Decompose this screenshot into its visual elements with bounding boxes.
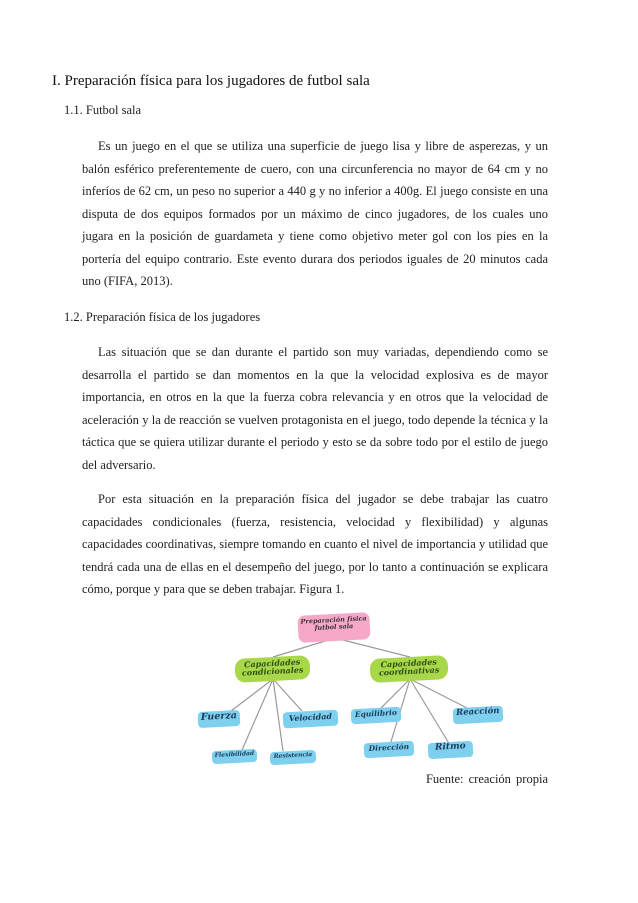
root-node: Preparación física futbol sala — [297, 612, 370, 643]
leaf-equilibrio: Equilibrio — [351, 707, 402, 725]
branch-capacidades-condicionales: Capacidades condicionales — [234, 655, 310, 683]
page-heading: I. Preparación física para los jugadores de futbol sala — [52, 73, 370, 89]
leaf-flexibilidad: Flexibilidad — [212, 749, 258, 764]
leaf-reaccion: Reacción — [453, 706, 504, 725]
figure-source: Fuente: creación propia — [425, 772, 548, 786]
branch-capacidades-coordinativas: Capacidades coordinativas — [369, 655, 448, 683]
paragraph-preparacion-1: Las situación que se dan durante el partido son muy variadas, dependiendo como se desarrolla el partido se dan momentos en la que la velocidad explosiva es de mayor importancia, en otros en la que la fuerza cobra relevancia y en otros que la velocidad de aceleración y la de reacción se vuelven protagonista en el juego, todo depende la técnica y la táctica que se quiera utilizar durante el periodo y esto se da sobre todo por el estilo de juego del adversario. — [82, 345, 548, 472]
paragraph-preparacion-2: Por esta situación en la preparación física del jugador se debe trabajar las cuatro capacidades condicionales (fuerza, resistencia, velocidad y flexibilidad) y algunas capacidades coordinativas, siempre tomando en cuanto el nivel de importancia y utilidad que tendrá cada una de ellas en el desempeño del juego, por lo tanto a continuación se explicara cómo, porque y para que se deben trabajar. Figura 1. — [82, 492, 548, 596]
leaf-fuerza: Fuerza — [198, 710, 241, 728]
paragraph-futbol-sala: Es un juego en el que se utiliza una superficie de juego lisa y libre de asperezas, y un balón esférico preferentemente de cuero, con una circunferencia no mayor de 64 cm y no inferíos de 62 cm, un peso no superior a 440 g y no inferior a 400g. El juego consiste en una disputa de dos equipos formados por un máximo de cinco jugadores, de los cuales uno jugara en la posición de guardameta y tiene como objetivo meter gol con los pies en la portería del equipo contrario. Este evento durara dos periodos iguales de 20 minutos cada uno (FIFA, 2013). — [82, 139, 548, 288]
leaf-resistencia: Resistencia — [270, 750, 317, 765]
leaf-velocidad: Velocidad — [283, 710, 339, 729]
section-title-futbol-sala: 1.1. Futbol sala — [64, 103, 142, 117]
section-title-preparacion-fisica: 1.2. Preparación física de los jugadores — [64, 310, 261, 324]
leaf-ritmo: Ritmo — [428, 741, 474, 759]
concept-map-figure — [185, 605, 525, 775]
leaf-direccion: Dirección — [364, 741, 415, 759]
